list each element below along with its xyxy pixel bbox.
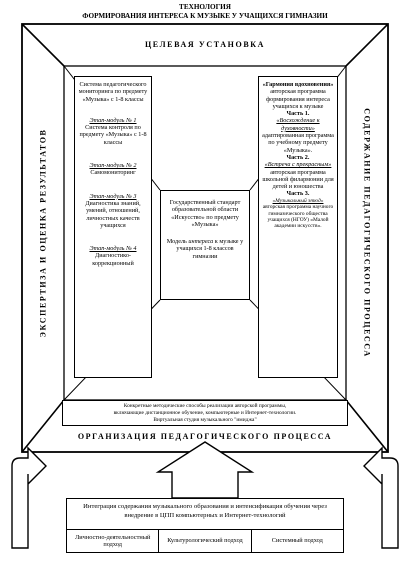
part-2-label: Часть 2. (286, 153, 310, 161)
module-3-title: Этап-модуль № 3 (89, 192, 137, 200)
methods-line-1: Конкретные методические способы реализации авторской программы, (123, 403, 287, 409)
program-intro: авторская программа формирования интереса учащихся к музыке (266, 88, 330, 110)
integration-box (66, 498, 344, 530)
module-2-title: Этап-модуль № 2 (89, 162, 137, 170)
part-1-label: Часть 1. (286, 110, 310, 118)
center-up-arrow (158, 442, 252, 498)
left-curved-arrow (12, 448, 46, 548)
methods-strip (62, 400, 348, 426)
module-2-text: Самомониторинг (90, 169, 136, 177)
model-text: Модель интереса к музыке у учащихся 1-8 классов гимназии (166, 238, 244, 260)
methods-line-2: включающие дистанционное обучение, компьютерные и Интернет-технологии. (113, 410, 297, 416)
module-3-text: Диагностика знаний, умений, отношений, личностных качеств учащихся (85, 199, 141, 229)
part-3-label: Часть 3. (286, 190, 310, 198)
module-1-text: Система контроля по предмету «Музыка» с 1-8 классы (79, 124, 147, 146)
module-4-title: Этап-модуль № 4 (89, 245, 137, 253)
program-title: «Гармония вдохновения» (262, 81, 334, 88)
methods-line-3: Виртуальная студия музыкального "имиджа" (153, 417, 257, 423)
frame-label-bottom: ОРГАНИЗАЦИЯ ПЕДАГОГИЧЕСКОГО ПРОЦЕССА (77, 432, 333, 441)
part-2-text: авторская программа школьной филармонии для детей и юношества (262, 168, 334, 191)
monitoring-box (74, 76, 152, 378)
integration-text: Интеграция содержания музыкального образования и интенсификация обучения через внедрение в ЦПП компьютерных и Интернет-технологий (83, 503, 327, 519)
module-4-text: Диагностико-коррекционный (92, 252, 134, 267)
part-3-title: «Музыкальный этюд» (272, 197, 324, 204)
header-line-1: ТЕХНОЛОГИЯ (179, 3, 231, 11)
part-1-text: адаптированная программа по учебному предмету «Музыка». (262, 132, 334, 154)
frame-label-left: ЭКСПЕРТИЗА И ОЦЕНКА РЕЗУЛЬТАТОВ (38, 128, 48, 338)
approaches-row (66, 529, 344, 553)
frame-label-right: СОДЕРЖАНИЕ ПЕДАГОГИЧЕСКОГО ПРОЦЕССА (362, 108, 372, 358)
approach-culturological: Культурологический подход (159, 529, 251, 553)
right-curved-arrow (364, 448, 398, 548)
module-1-title: Этап-модуль № 1 (89, 116, 137, 124)
frame-label-top: ЦЕЛЕВАЯ УСТАНОВКА (144, 40, 266, 49)
header-line-2: ФОРМИРОВАНИЯ ИНТЕРЕСА К МУЗЫКЕ У УЧАЩИХСЯ ГИМНАЗИИ (82, 12, 328, 20)
part-1-title: «Восхождение к духовности» (276, 117, 320, 132)
part-2-title: «Встреча с прекрасным» (264, 161, 332, 169)
model-italic-word: интереса (188, 238, 214, 246)
diagonal-bottom-left (22, 400, 64, 452)
program-box (258, 76, 338, 378)
standard-text: Государственный стандарт образовательной области «Искусство» по предмету «Музыка» (169, 199, 241, 228)
diagonal-bottom-right (346, 400, 388, 452)
part-3-text: авторская программа научного гимназического общества учащихся (НГОУ) «Малой академии искусств». (262, 204, 334, 230)
approach-systemic: Системный подход (252, 529, 344, 553)
approach-personal-activity: Личностно-деятельностный подход (66, 529, 159, 553)
standard-model-box (160, 190, 250, 300)
monitoring-intro: Система педагогического мониторинга по предмету «Музыка» с 1-8 классы (78, 81, 148, 103)
